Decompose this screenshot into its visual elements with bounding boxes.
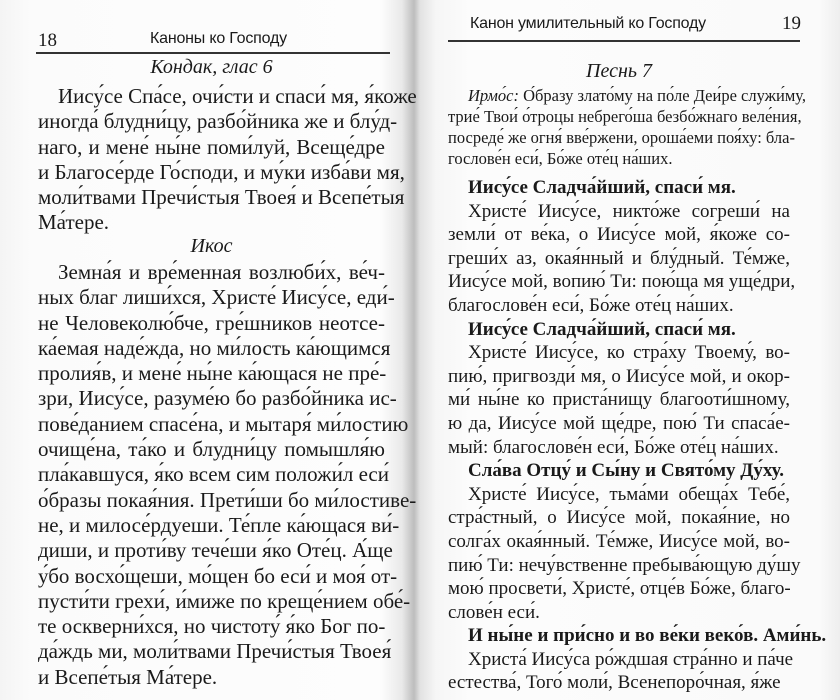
ikos-text bbox=[38, 260, 417, 690]
text-line: пове́данием спасе́на, и мытаря́ ми́лостию bbox=[38, 411, 409, 436]
text-line: не, и милосе́рдуеши. Те́пле ка́ющася ви́- bbox=[38, 512, 400, 537]
text-line: пию́, пригвозди́ мя, о Иису́се мой, и окор- bbox=[448, 365, 790, 387]
irmos-line: посреде́ же огня́ вве́ржени, ороша́еми поя́ху: бла- bbox=[448, 128, 795, 147]
page-number: 19 bbox=[782, 13, 801, 34]
text-line: диши, и проти́ву тече́ши я́ко Оте́ц. А́ще bbox=[38, 538, 393, 563]
text-line: ных благ лиши́хся, Христе́ Иису́се, еди́- bbox=[38, 285, 395, 310]
text-line: ми́ ны́не ко приста́нищу благоoти́шному, bbox=[448, 389, 790, 411]
text-line: греши́х аз, окая́нный и блу́дный. Те́мже, bbox=[448, 247, 790, 269]
text-line: Ма́тере. bbox=[38, 210, 110, 235]
refrain-line: Иису́се Сладча́йший, спаси́ мя. bbox=[468, 318, 736, 340]
text-line: пусти́ти грехи́, и́миже по креще́нием обе́- bbox=[38, 588, 411, 613]
kondak-text bbox=[38, 84, 417, 236]
text-line: ю да, Иису́се мой ще́дре, пою́ Ти спаса́е- bbox=[448, 412, 790, 434]
refrain-line: И ны́не и при́сно и во ве́ки веко́в. Ами́нь. bbox=[468, 625, 827, 647]
text-line: пию́ Ти: нечу́вственне пребыва́ющую ду́шу bbox=[448, 554, 801, 576]
text-line: моли́твами Пречи́стыя Твоея́ и Всепе́тыя bbox=[38, 185, 405, 210]
text-line: иногда́ блудни́цу, разбо́йника же и блу́д- bbox=[38, 109, 398, 134]
page-number: 18 bbox=[38, 30, 57, 51]
running-title: Каноны ко Господу bbox=[150, 30, 287, 47]
irmos-line-text: О́бразу злато́му на по́ле Деи́ре служи́му, bbox=[523, 86, 807, 105]
section-heading-ikos: Икос bbox=[190, 235, 233, 257]
text-line: и Благосе́рде Го́споди, и му́ки изба́ви мя, bbox=[38, 159, 405, 184]
text-line: Христе́ Иису́се, ко стра́ху Твоему́, во- bbox=[468, 342, 790, 364]
text-line: земли́ от ве́ка, о Иису́се мой, я́коже со- bbox=[448, 224, 790, 246]
section-heading-kondak: Кондак, глас 6 bbox=[150, 56, 273, 78]
header-rule bbox=[36, 52, 390, 54]
section-heading-song: Песнь 7 bbox=[586, 60, 652, 82]
text-line: ка́емая наде́жда, но ми́лость ка́ющимся bbox=[38, 335, 391, 360]
text-line: зри, Иису́се, разуме́ю бо разбо́йника ис- bbox=[38, 386, 397, 411]
text-line: Христе́ Иису́се, никто́же согреши́ на bbox=[468, 200, 790, 222]
text-line: и Всепе́тыя Ма́тере. bbox=[38, 664, 218, 689]
left-page bbox=[0, 0, 417, 700]
text-line: мою́ просвети́, Христе́, отце́в Бо́же, благо- bbox=[448, 578, 791, 600]
text-line: Земна́я и вре́менная возлюби́х, ве́ч- bbox=[58, 260, 385, 284]
text-line: Христе́ Иису́се, тьма́ми обеща́х Тебе́, bbox=[468, 483, 790, 505]
text-line: наго, и мене́ ны́не поми́луй, Всеще́дре bbox=[38, 134, 385, 159]
text-line: Иису́се Спа́се, очи́сти и спаси́ мя, я́коже bbox=[58, 84, 417, 108]
text-line: естества́, Того́ моли́, Всенепоро́чная, я́же bbox=[448, 672, 781, 694]
irmos-line bbox=[448, 85, 807, 106]
right-page bbox=[420, 0, 840, 700]
irmos-text bbox=[448, 85, 807, 169]
header-rule bbox=[448, 40, 800, 42]
refrain-line: Сла́ва Отцу́ и Сы́ну и Свято́му Ду́ху. bbox=[468, 460, 784, 482]
text-line: пролия́в, и мене́ ны́не ка́ющася не пре́- bbox=[38, 361, 387, 386]
text-line: солга́х окая́нный. Те́мже, Иису́се мой, во- bbox=[448, 530, 790, 552]
irmos-line: гослове́н еси́, Бо́же оте́ц на́ших. bbox=[448, 149, 673, 168]
canon-text bbox=[448, 176, 827, 695]
text-line: пла́кавшуся, я́ко всем сим положи́л еси́ bbox=[38, 462, 389, 487]
text-line: у́бо восхо́щеши, мо́щен бо еси́ и моя́ от- bbox=[38, 563, 398, 588]
text-line: те оскверни́хся, но чистоту́ я́ко Бог по- bbox=[38, 614, 386, 639]
text-line: о́бразы покая́ния. Прети́ши бо ми́лостиве- bbox=[38, 487, 417, 512]
refrain-line: Иису́се Сладча́йший, спаси́ мя. bbox=[468, 177, 736, 198]
text-line: не Человеколю́бче, гре́шников неотсе- bbox=[38, 310, 385, 335]
text-line: слове́н еси́. bbox=[448, 601, 540, 623]
text-line: Христа́ Иису́са ро́ждшая стра́нно и па́че bbox=[468, 648, 794, 670]
text-line: Иису́се мой, вопию́ Ти: пою́ща мя уще́дри, bbox=[448, 271, 796, 293]
running-title: Канон умилительный ко Господу bbox=[470, 15, 706, 32]
text-line: благослове́н еси́, Бо́же оте́ц на́ших. bbox=[448, 294, 734, 316]
text-line: стра́стный, о Иису́се мой, покая́ние, но bbox=[448, 507, 790, 529]
irmos-label: Ирмо́с: bbox=[468, 86, 519, 105]
text-line: очище́на, та́ко и блудни́цу помышля́ю bbox=[38, 437, 385, 462]
text-line: мый: благослове́н еси́, Бо́же оте́ц на́ших. bbox=[448, 436, 779, 458]
text-line: да́ждь ми, моли́твами Пречи́стыя Твоея́ bbox=[38, 639, 392, 664]
irmos-line: трие́ Твои́ о́троцы небрего́ша безбо́жнаго веле́ния, bbox=[448, 107, 802, 126]
